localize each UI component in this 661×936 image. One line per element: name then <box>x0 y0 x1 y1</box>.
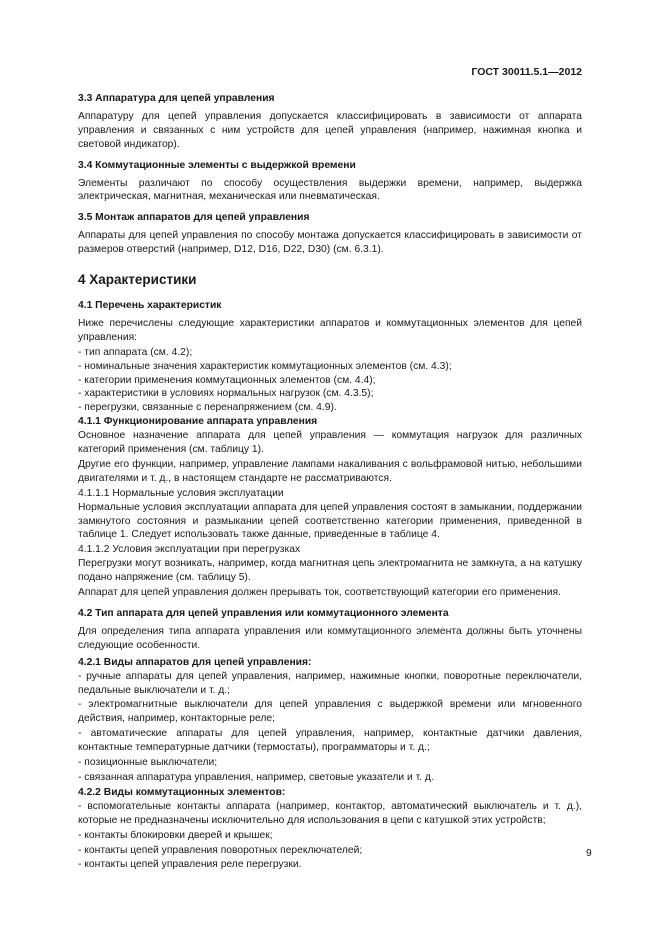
section-3-3-title: 3.3 Аппаратура для цепей управления <box>78 93 275 104</box>
section-4-1-1-title: 4.1.1 Функционирование аппарата управления <box>78 416 318 428</box>
list-item: - перегрузки, связанные с перенапряжением (см. 4.9). <box>78 402 337 414</box>
list-item: - категории применения коммутационных элементов (см. 4.4); <box>78 374 376 386</box>
list-item: - связанная аппаратура управления, например, световые указатели и т. д. <box>78 771 434 783</box>
section-4-1-text: Ниже перечислены следующие характеристики аппаратов и коммутационных элементов для цепей управления: <box>78 317 582 343</box>
list-item: - ручные аппараты для цепей управления, например, нажимные кнопки, поворотные переключатели, педальные выключатели и т. д.; <box>78 670 582 696</box>
section-4-2-1-title: 4.2.1 Виды аппаратов для цепей управления: <box>78 656 312 668</box>
page-content <box>78 92 582 873</box>
list-item: - номинальные значения характеристик коммутационных элементов (см. 4.3); <box>78 360 452 372</box>
section-3-5-text: Аппараты для цепей управления по способу монтажа допускается классифицировать в зависимости от размеров отверстий (например, D12, D16, D22, D30) (см. 6.3.1). <box>78 230 582 256</box>
list-item: - контакты цепей управления поворотных переключателей; <box>78 844 363 856</box>
section-4-1-1-1-title: 4.1.1.1 Нормальные условия эксплуатации <box>78 487 284 499</box>
section-4-2-2-title: 4.2.2 Виды коммутационных элементов: <box>78 786 286 798</box>
document-id-header: ГОСТ 30011.5.1—2012 <box>471 66 582 78</box>
section-3-4-text: Элементы различают по способу осуществления выдержки времени, например, выдержка электрическая, магнитная, механическая или пневматическая. <box>78 177 582 203</box>
section-4-1-1-2-title: 4.1.1.2 Условия эксплуатации при перегрузках <box>78 544 301 556</box>
list-item: - тип аппарата (см. 4.2); <box>78 346 193 358</box>
section-4-1-title: 4.1 Перечень характеристик <box>78 299 222 311</box>
section-4-1-1-2-text-1: Перегрузки могут возникать, например, когда магнитная цепь электромагнита не замкнута, а на катушку подано напряжение (см. таблицу 5). <box>78 558 582 584</box>
list-item: - электромагнитные выключатели для цепей управления с выдержкой времени или мгновенного действия, например, контакторные реле; <box>78 699 582 725</box>
list-item: - характеристики в условиях нормальных нагрузок (см. 4.3.5); <box>78 388 374 400</box>
document-page <box>78 0 582 936</box>
page-number: 9 <box>586 848 592 859</box>
section-4-1-1-text-2: Другие его функции, например, управление лампами накаливания с вольфрамовой нитью, небольшими двигателями и т. д., в настоящем стандарте не рассматриваются. <box>78 458 582 484</box>
section-4-1-1-text-1: Основное назначение аппарата для цепей управления — коммутация нагрузок для различных категорий применения (см. таблицу 1). <box>78 430 582 456</box>
section-3-4-title: 3.4 Коммутационные элементы с выдержкой времени <box>78 159 356 171</box>
section-4-1-1-1-text: Нормальные условия эксплуатации аппарата для цепей управления состоят в замыкании, поддержании замкнутого состояния и размыкании цепей соответственно категории применения, приведенной в таблице 1. Следует использовать также данные, приведенные в таблице 4. <box>78 501 582 541</box>
section-4-1-1-2-text-2: Аппарат для цепей управления должен прерывать ток, соответствующий категории его применения. <box>78 587 561 599</box>
list-item: - позиционные выключатели; <box>78 757 218 769</box>
list-item: - контакты цепей управления реле перегрузки. <box>78 859 302 871</box>
section-4-2-text: Для определения типа аппарата управления или коммутационного элемента должны быть уточнены следующие особенности. <box>78 625 582 651</box>
list-item: - контакты блокировки дверей и крышек; <box>78 829 273 841</box>
list-item: - вспомогательные контакты аппарата (например, контактор, автоматический выключатель и т. д.), которые не предназначены исключительно для использования в цепи с катушкой этих устройств; <box>78 800 582 826</box>
list-item: - автоматические аппараты для цепей управления, например, контактные датчики давления, контактные температурные датчики (термостаты), программаторы и т. д.; <box>78 728 582 754</box>
section-3-3-text: Аппаратуру для цепей управления допускается классифицировать в зависимости от аппарата управления и связанных с ним устройств для цепей управления (например, нажимная кнопка и световой индикатор). <box>78 110 582 150</box>
section-4-title: 4 Характеристики <box>78 272 197 288</box>
section-3-5-title: 3.5 Монтаж аппаратов для цепей управления <box>78 212 310 224</box>
section-4-2-title: 4.2 Тип аппарата для цепей управления или коммутационного элемента <box>78 608 449 619</box>
